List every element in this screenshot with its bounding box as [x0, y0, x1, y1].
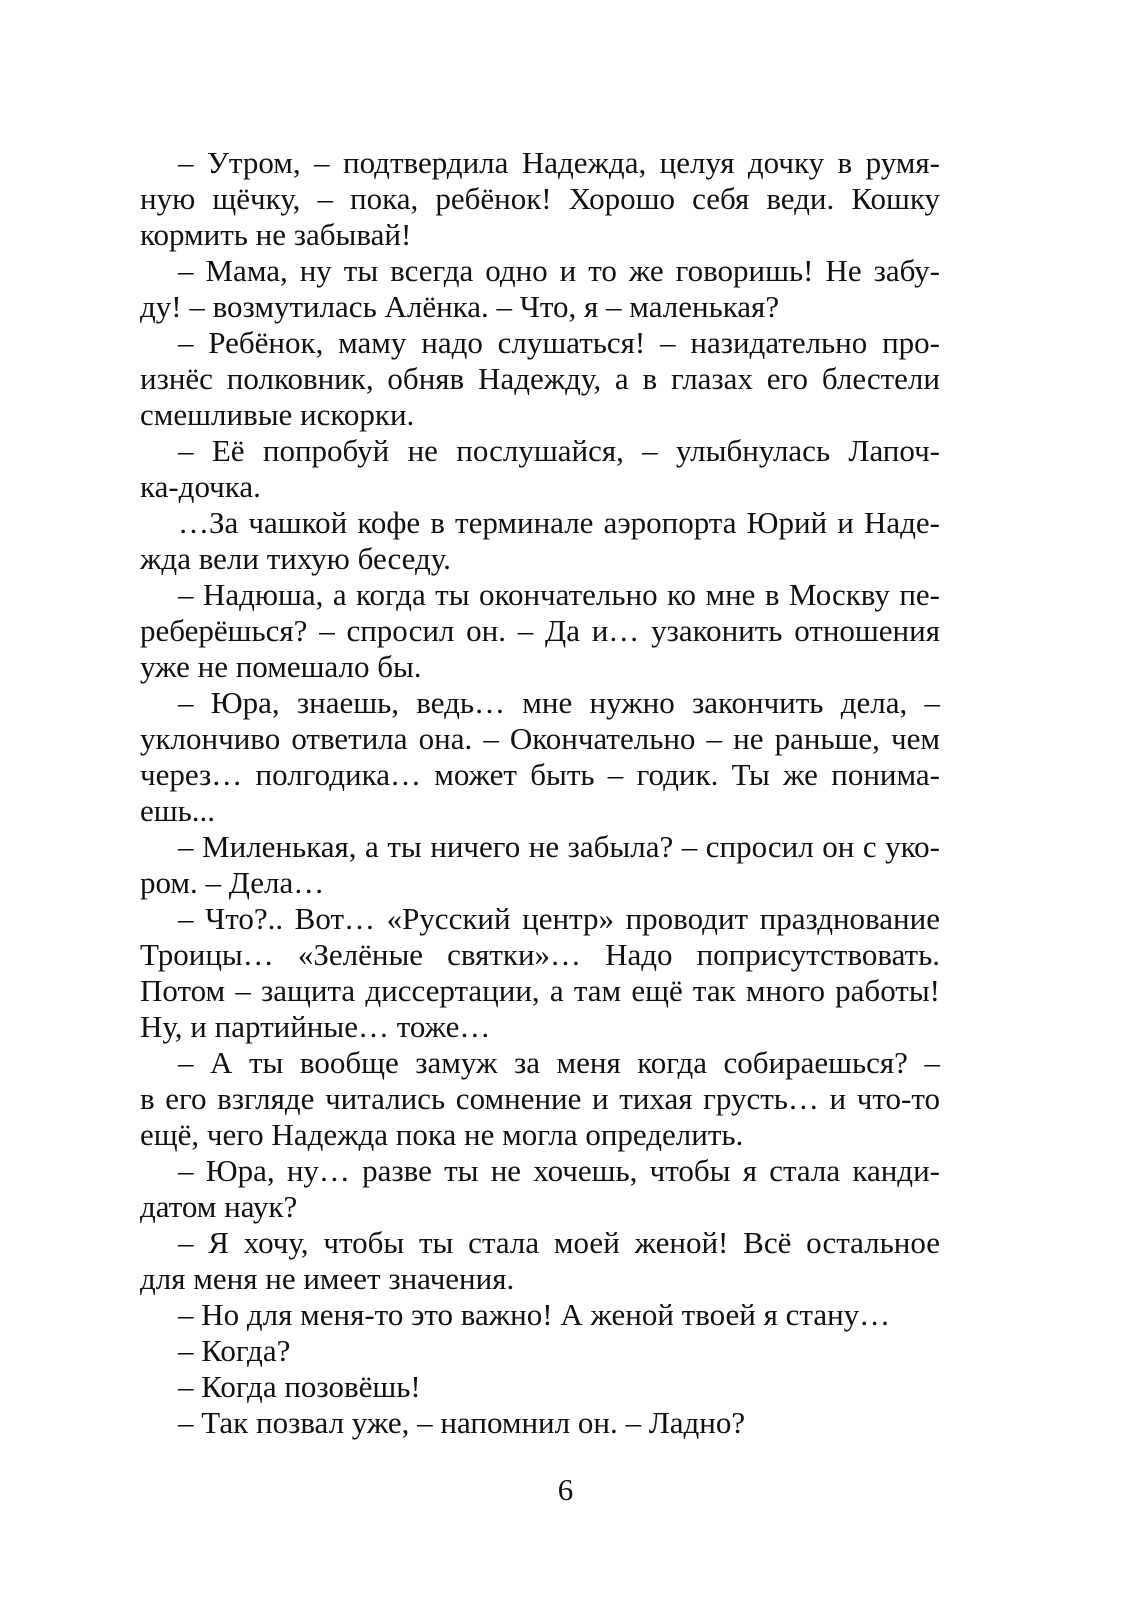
text-line: ром. – Дела… — [140, 865, 325, 900]
text-line: уклончиво ответила она. – Окончательно – не раньше, чем — [140, 721, 940, 756]
text-line: жда вели тихую беседу. — [140, 541, 451, 576]
text-line: – Мама, ну ты всегда одно и то же говоришь! Не забу- — [178, 253, 940, 288]
text-line: Ну, и партийные… тоже… — [140, 1009, 491, 1044]
text-line: – Утром, – подтвердила Надежда, целуя дочку в румя- — [178, 145, 940, 180]
text-line: уже не помешало бы. — [140, 649, 422, 684]
page-number: 6 — [557, 1472, 574, 1507]
text-line: через… полгодика… может быть – годик. Ты же понима- — [140, 757, 940, 792]
text-line: – Юра, ну… разве ты не хочешь, чтобы я стала канди- — [178, 1153, 940, 1188]
text-line: смешливые искорки. — [140, 397, 415, 432]
text-line: ещё, чего Надежда пока не могла определить. — [140, 1117, 744, 1152]
text-line: – Так позвал уже, – напомнил он. – Ладно? — [178, 1405, 746, 1440]
text-line: ка-дочка. — [140, 469, 261, 504]
text-line: Потом – защита диссертации, а там ещё так много работы! — [140, 973, 940, 1008]
text-line: – Я хочу, чтобы ты стала моей женой! Всё остальное — [178, 1225, 940, 1260]
text-line: кормить не забывай! — [140, 217, 412, 252]
text-line: – Когда позовёшь! — [178, 1369, 421, 1404]
text-line: – Её попробуй не послушайся, – улыбнулась Лапоч- — [178, 433, 940, 468]
text-line: – Что?.. Вот… «Русский центр» проводит празднование — [178, 901, 940, 936]
text-line: реберёшься? – спросил он. – Да и… узаконить отношения — [140, 613, 940, 648]
text-line: ешь... — [140, 793, 216, 828]
text-line: – Но для меня-то это важно! А женой твоей я стану… — [178, 1297, 891, 1332]
text-line: датом наук? — [140, 1189, 298, 1224]
text-line: – Миленькая, а ты ничего не забыла? – спросил он с уко- — [178, 829, 940, 864]
text-line: для меня не имеет значения. — [140, 1261, 515, 1296]
text-line: – Надюша, а когда ты окончательно ко мне в Москву пе- — [178, 577, 940, 612]
text-line: изнёс полковник, обняв Надежду, а в глазах его блестели — [140, 361, 940, 396]
text-line: Троицы… «Зелёные святки»… Надо поприсутствовать. — [140, 937, 940, 972]
text-line: ду! – возмутилась Алёнка. – Что, я – маленькая? — [140, 289, 780, 324]
text-line: – Юра, знаешь, ведь… мне нужно закончить дела, – — [178, 685, 940, 720]
text-line: в его взгляде читались сомнение и тихая грусть… и что-то — [140, 1081, 940, 1116]
text-line: – А ты вообще замуж за меня когда собираешься? – — [178, 1045, 940, 1080]
text-line: ную щёчку, – пока, ребёнок! Хорошо себя веди. Кошку — [140, 181, 940, 216]
text-line: …За чашкой кофе в терминале аэропорта Юрий и Наде- — [178, 505, 940, 540]
text-line: – Ребёнок, маму надо слушаться! – назидательно про- — [178, 325, 940, 360]
text-line: – Когда? — [178, 1333, 291, 1368]
